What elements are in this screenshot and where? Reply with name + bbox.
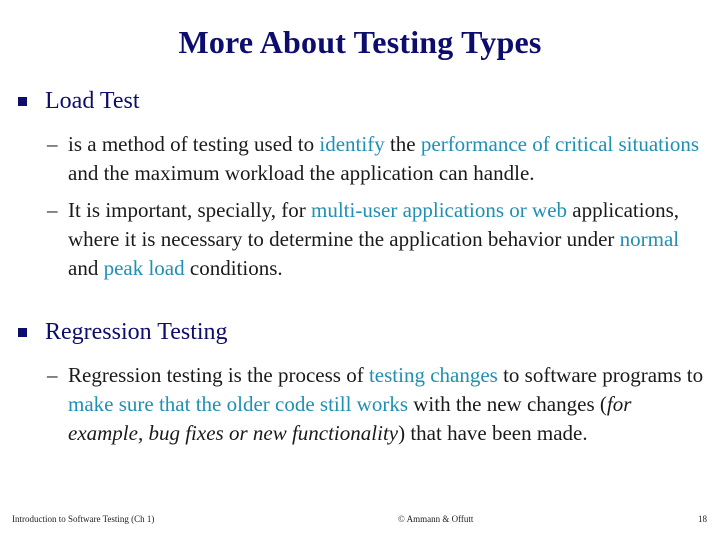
italic-text: for example, bug fixes or new functionality	[68, 392, 632, 445]
subpoint	[47, 130, 707, 188]
text-segment: with the new changes (	[408, 392, 607, 416]
footer-page-number: 18	[698, 514, 707, 524]
subpoint	[47, 361, 707, 448]
text-segment: ) that have been made.	[398, 421, 588, 445]
bullet-heading: Regression Testing	[45, 319, 228, 345]
text-segment: to software programs to	[497, 363, 704, 387]
highlighted-text: identify	[319, 132, 385, 156]
highlighted-text: performance of critical situations	[420, 132, 700, 156]
dash-marker: –	[47, 363, 58, 387]
footer-course: Introduction to Software Testing (Ch 1)	[12, 514, 155, 524]
text-segment: is a method of testing used to	[68, 132, 320, 156]
subpoint-text	[47, 361, 707, 448]
text-segment: the	[384, 132, 421, 156]
bullet-regression-testing	[18, 319, 228, 346]
highlighted-text: make sure that the older code still works	[68, 392, 408, 416]
dash-marker: –	[47, 132, 58, 156]
dash-marker: –	[47, 198, 58, 222]
text-segment: applications, where it is necessary to determine the application behavior under	[68, 198, 680, 251]
highlighted-text: testing changes	[368, 363, 498, 387]
subpoint-text	[47, 196, 707, 283]
subpoint-text	[47, 130, 707, 188]
square-bullet-icon	[18, 97, 27, 106]
bullet-heading: Load Test	[45, 88, 140, 114]
bullet-load-test	[18, 88, 140, 115]
text-segment: and the maximum workload the application can handle.	[68, 161, 535, 185]
slide-title: More About Testing Types	[178, 24, 542, 60]
text-segment: conditions.	[184, 256, 283, 280]
text-segment: It is important, specially, for	[68, 198, 311, 222]
highlighted-text: peak load	[103, 256, 185, 280]
square-bullet-icon	[18, 328, 27, 337]
text-segment: Regression testing is the process of	[68, 363, 369, 387]
highlighted-text: multi-user applications or web	[311, 198, 568, 222]
subpoint	[47, 196, 707, 283]
footer-copyright: © Ammann & Offutt	[398, 514, 474, 524]
text-segment: and	[68, 256, 104, 280]
highlighted-text: normal	[619, 227, 680, 251]
